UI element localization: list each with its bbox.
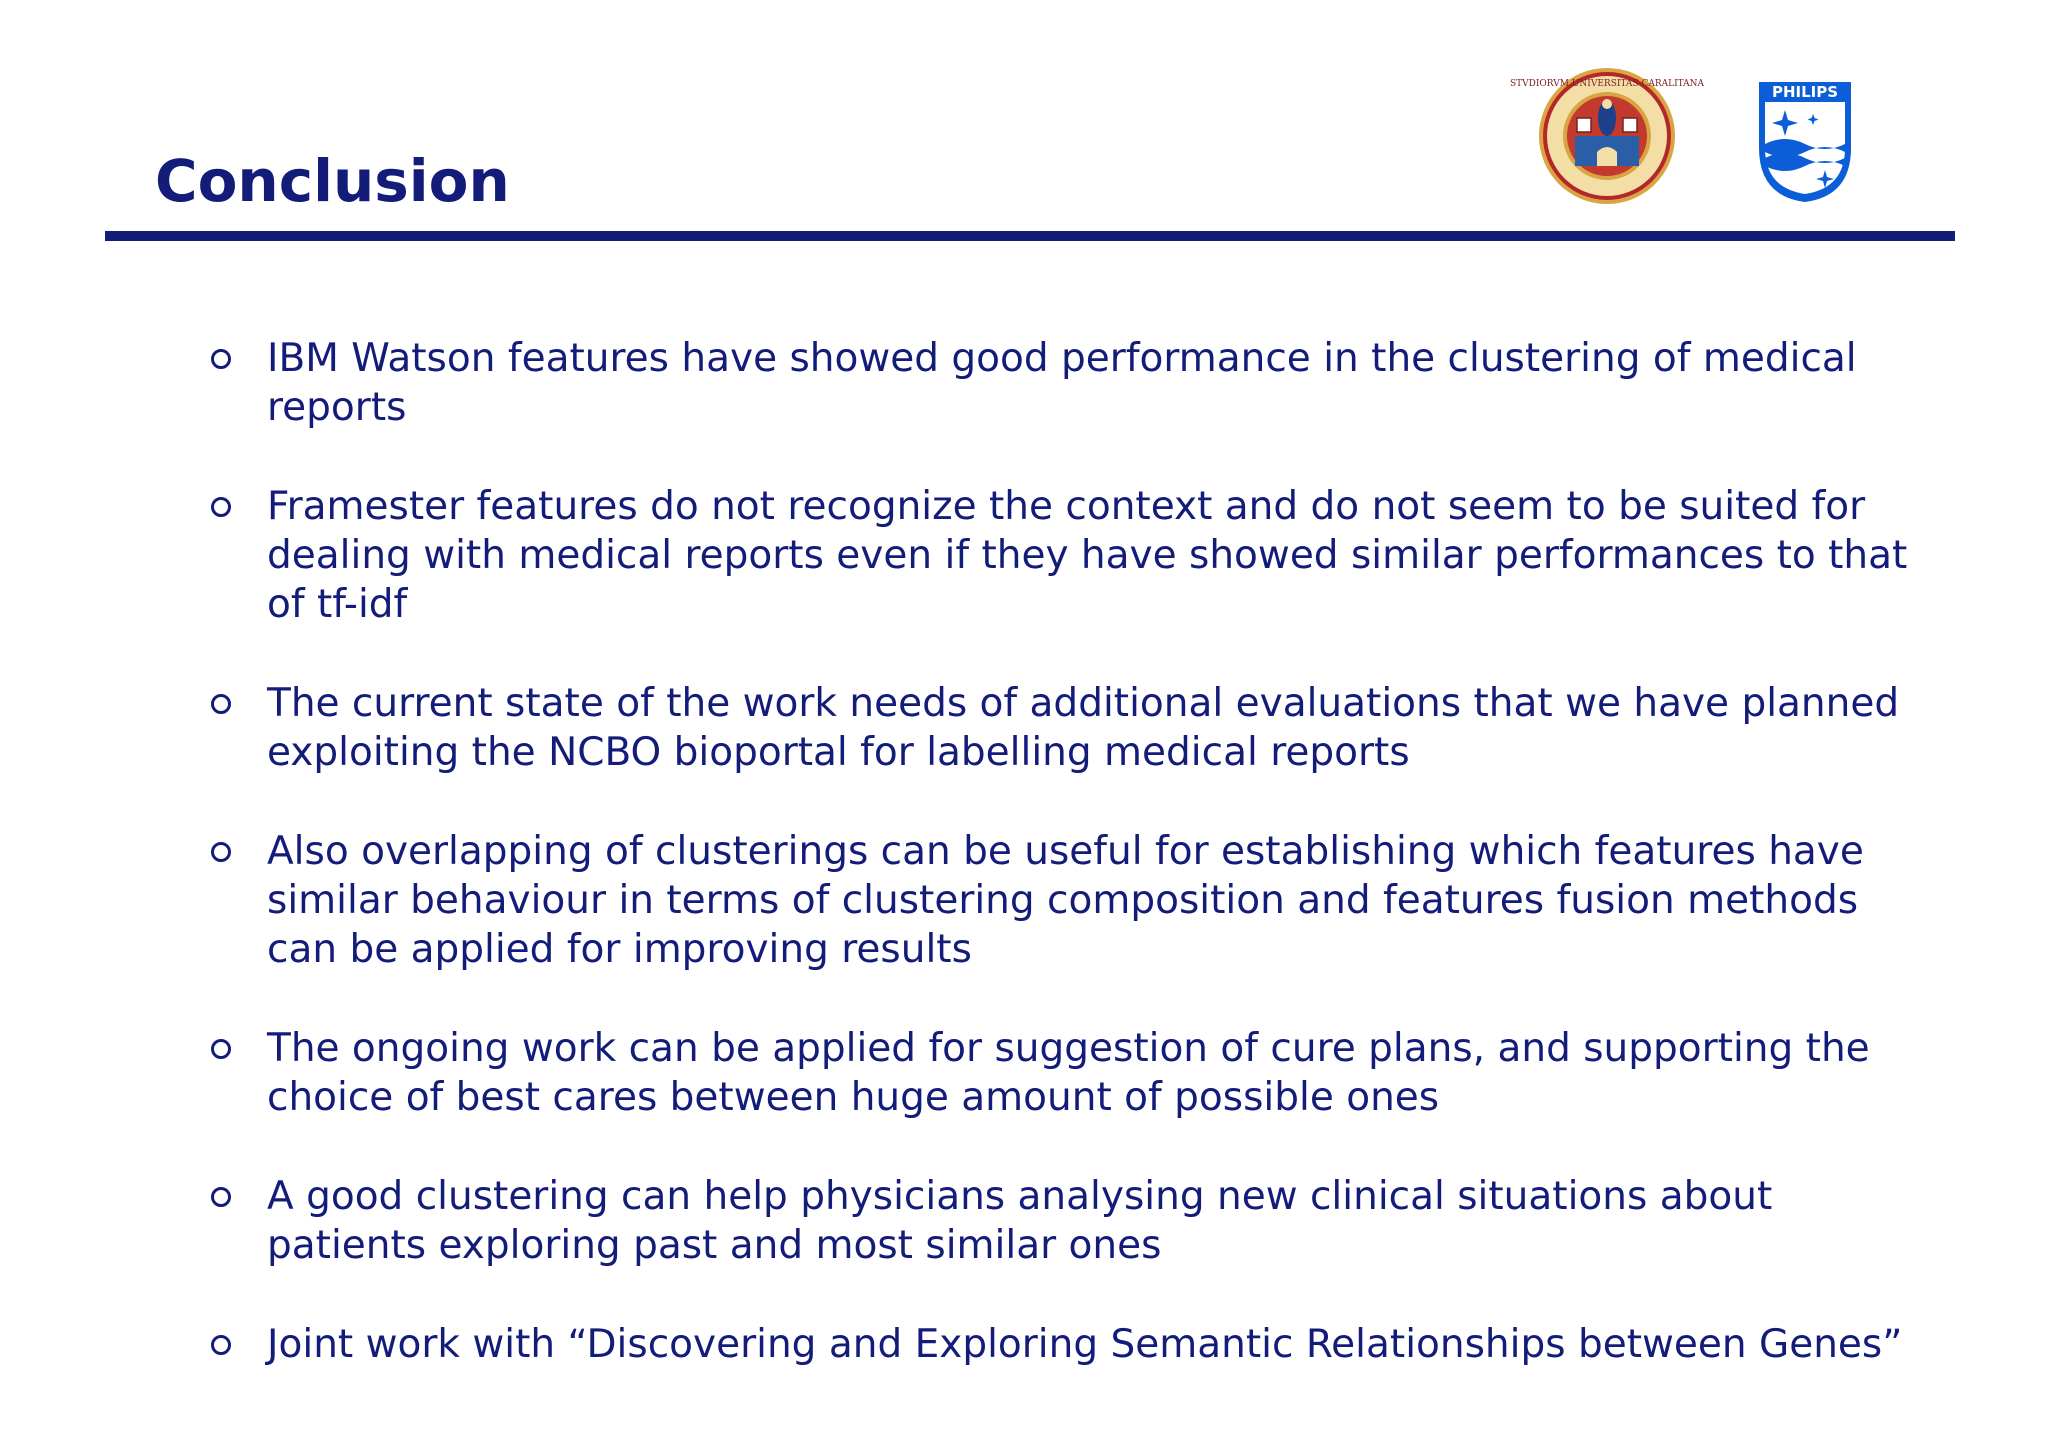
circle-bullet-icon	[211, 694, 231, 714]
bullet-item	[205, 827, 1925, 974]
bullet-item	[205, 679, 1925, 777]
circle-bullet-icon	[211, 497, 231, 517]
circle-bullet-icon	[211, 1335, 231, 1355]
philips-wordmark: PHILIPS	[1771, 83, 1839, 101]
bullet-text: The current state of the work needs of additional evaluations that we have planned exploiting the NCBO bioportal for labelling medical reports	[267, 681, 1900, 775]
circle-bullet-icon	[211, 349, 231, 369]
bullet-text: Also overlapping of clusterings can be useful for establishing which features have similar behaviour in terms of clustering composition and features fusion methods can be applied for improving results	[267, 829, 1864, 972]
philips-logo	[1755, 78, 1855, 206]
bullet-text: Framester features do not recognize the context and do not seem to be suited for dealing with medical reports even if they have showed similar performances to that of tf-idf	[267, 484, 1908, 627]
seal-text: STVDIORVM UNIVERSITAS CARALITANA	[1509, 79, 1705, 89]
title-divider	[105, 231, 1955, 241]
circle-bullet-icon	[211, 1187, 231, 1207]
bullet-text: Joint work with “Discovering and Exploring Semantic Relationships between Genes”	[267, 1322, 1903, 1367]
bullet-item	[205, 1320, 1925, 1369]
bullet-text: IBM Watson features have showed good performance in the clustering of medical reports	[267, 336, 1857, 430]
bullet-item	[205, 1024, 1925, 1122]
conclusion-bullet-list	[205, 334, 1925, 1419]
circle-bullet-icon	[211, 842, 231, 862]
bullet-text: The ongoing work can be applied for suggestion of cure plans, and supporting the choice of best cares between huge amount of possible ones	[267, 1026, 1870, 1120]
circle-bullet-icon	[211, 1039, 231, 1059]
bullet-item	[205, 1172, 1925, 1270]
bullet-item	[205, 334, 1925, 432]
slide-title: Conclusion	[155, 147, 510, 215]
bullet-item	[205, 482, 1925, 629]
university-seal-logo	[1509, 66, 1705, 206]
bullet-text: A good clustering can help physicians analysing new clinical situations about patients exploring past and most similar ones	[267, 1174, 1773, 1268]
